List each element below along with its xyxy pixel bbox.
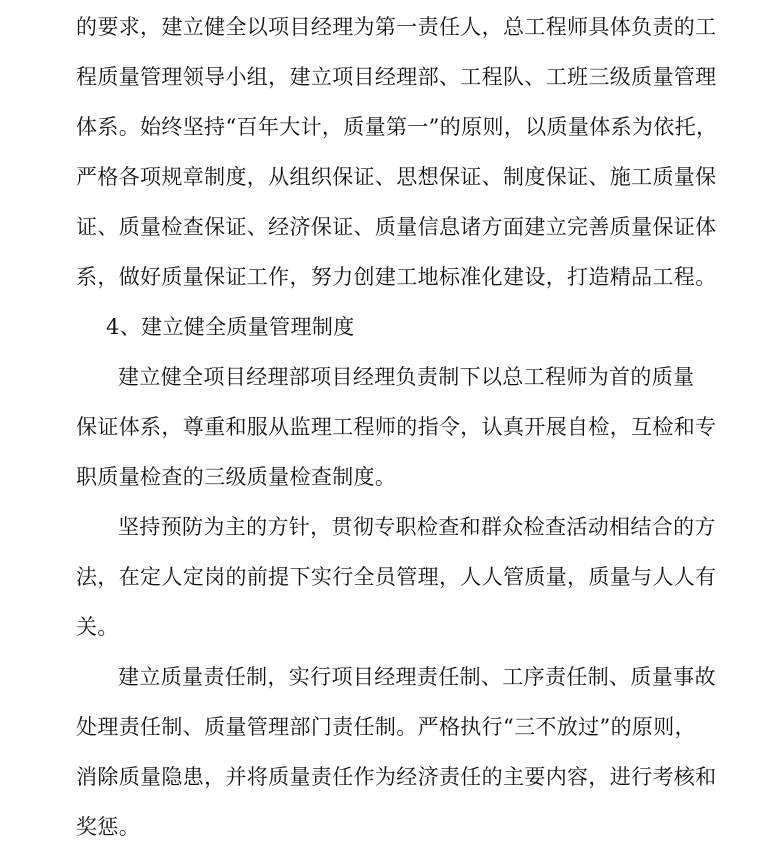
text-line: 系，做好质量保证工作，努力创建工地标准化建设，打造精品工程。 [76,265,717,289]
text-line: 职质量检查的三级质量检查制度。 [76,465,397,489]
text-line: 关。 [76,615,119,639]
text-line: 证、质量检查保证、经济保证、质量信息诸方面建立完善质量保证体 [76,215,717,239]
text-line: 坚持预防为主的方针，贯彻专职检查和群众检查活动相结合的方 [118,515,716,539]
text-line: 建立质量责任制，实行项目经理责任制、工序责任制、质量事故 [118,665,716,689]
text-line: 处理责任制、质量管理部门责任制。严格执行“三不放过”的原则， [76,715,696,739]
text-line: 建立健全项目经理部项目经理负责制下以总工程师为首的质量 [118,365,695,389]
text-line: 的要求，建立健全以项目经理为第一责任人，总工程师具体负责的工 [76,15,717,39]
text-line: 消除质量隐患，并将质量责任作为经济责任的主要内容，进行考核和 [76,765,717,789]
text-line: 奖惩。 [76,815,141,839]
text-line: 保证体系，尊重和服从监理工程师的指令，认真开展自检，互检和专 [76,415,717,439]
section-heading: 4、建立健全质量管理制度 [106,315,355,339]
text-line: 体系。始终坚持“百年大计，质量第一”的原则，以质量体系为依托， [76,115,718,139]
text-line: 程质量管理领导小组，建立项目经理部、工程队、工班三级质量管理 [76,65,717,89]
text-line: 法，在定人定岗的前提下实行全员管理，人人管质量，质量与人人有 [76,565,717,589]
text-line: 严格各项规章制度，从组织保证、思想保证、制度保证、施工质量保 [76,165,717,189]
